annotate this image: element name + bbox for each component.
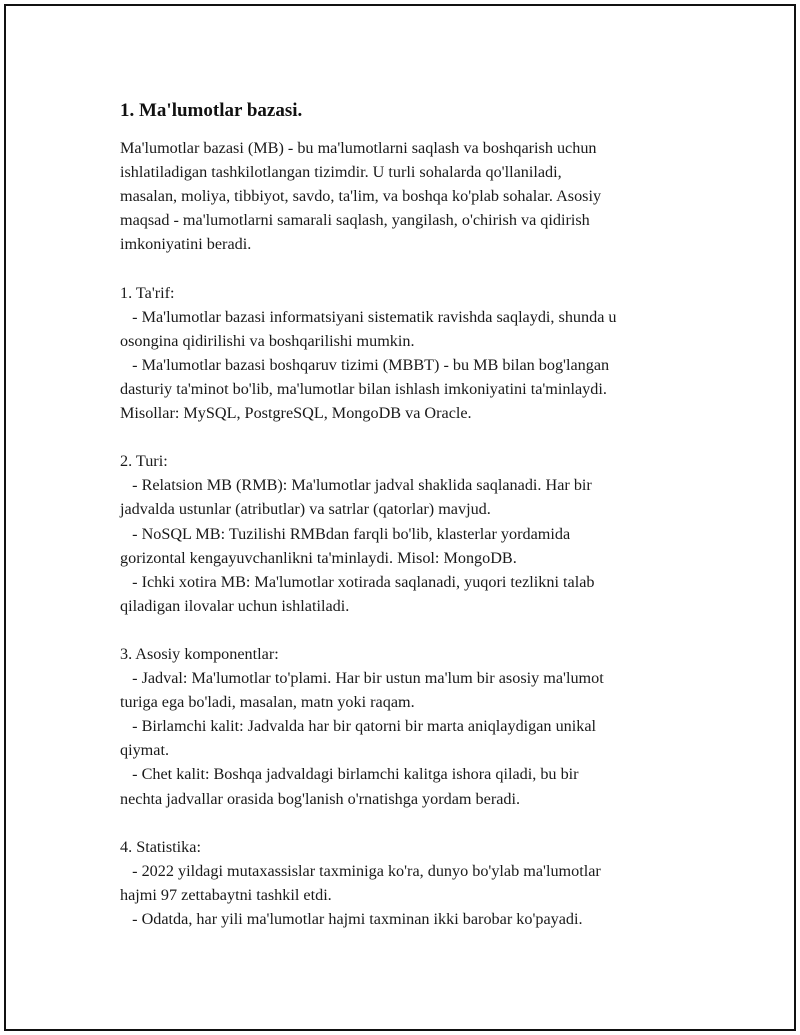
intro-line: maqsad - ma'lumotlarni samarali saqlash, yangilash, o'chirish va qidirish: [120, 211, 590, 230]
section-line: jadvalda ustunlar (atributlar) va satrlar (qatorlar) mavjud.: [120, 500, 491, 519]
page-frame: [4, 4, 796, 1031]
spacer: [120, 256, 700, 280]
section-line: - 2022 yildagi mutaxassislar taxminiga ko'ra, dunyo bo'ylab ma'lumotlar: [120, 861, 601, 880]
intro-line: imkoniyatini beradi.: [120, 235, 252, 254]
section-line: - Ma'lumotlar bazasi informatsiyani sistematik ravishda saqlaydi, shunda u: [120, 307, 617, 326]
section-line: dasturiy ta'minot bo'lib, ma'lumotlar bilan ishlash imkoniyatini ta'minlaydi.: [120, 379, 607, 398]
section-line: - Chet kalit: Boshqa jadvaldagi birlamchi kalitga ishora qiladi, bu bir: [120, 765, 579, 784]
section-line: turiga ega bo'ladi, masalan, matn yoki raqam.: [120, 693, 415, 712]
section-line: - Odatda, har yili ma'lumotlar hajmi taxminan ikki barobar ko'payadi.: [120, 910, 583, 928]
section-heading: 4. Statistika:: [120, 837, 201, 856]
section-line: - NoSQL MB: Tuzilishi RMBdan farqli bo'lib, klasterlar yordamida: [120, 524, 571, 543]
spacer: [120, 811, 700, 835]
intro-line: Ma'lumotlar bazasi (MB) - bu ma'lumotlarni saqlash va boshqarish uchun: [120, 139, 597, 157]
section-line: hajmi 97 zettabaytni tashkil etdi.: [120, 885, 332, 904]
intro-line: ishlatiladigan tashkilotlangan tizimdir. U turli sohalarda qo'llaniladi,: [120, 163, 562, 182]
section-tarif: [120, 281, 700, 426]
spacer: [120, 425, 700, 449]
section-line: qiymat.: [120, 741, 170, 760]
section-line: gorizontal kengayuvchanlikni ta'minlaydi. Misol: MongoDB.: [120, 548, 517, 567]
document-title: 1. Ma'lumotlar bazasi.: [120, 100, 303, 121]
section-heading: 2. Turi:: [120, 452, 168, 471]
section-statistika: [120, 835, 700, 931]
section-line: - Ma'lumotlar bazasi boshqaruv tizimi (MBBT) - bu MB bilan bog'langan: [120, 355, 610, 374]
section-komponentlar: [120, 642, 700, 811]
section-line: - Relatsion MB (RMB): Ma'lumotlar jadval shaklida saqlanadi. Har bir: [120, 476, 592, 495]
section-line: nechta jadvallar orasida bog'lanish o'rnatishga yordam beradi.: [120, 789, 521, 808]
section-turi: [120, 449, 700, 618]
intro-paragraph: [120, 136, 700, 256]
section-line: osongina qidirilishi va boshqarilishi mumkin.: [120, 331, 415, 350]
section-heading: 3. Asosiy komponentlar:: [120, 644, 279, 663]
section-line: - Jadval: Ma'lumotlar to'plami. Har bir ustun ma'lum bir asosiy ma'lumot: [120, 669, 604, 688]
intro-line: masalan, moliya, tibbiyot, savdo, ta'lim, va boshqa ko'plab sohalar. Asosiy: [120, 187, 602, 206]
document-body: [120, 98, 700, 931]
section-line: - Birlamchi kalit: Jadvalda har bir qatorni bir marta aniqlaydigan unikal: [120, 717, 597, 736]
spacer: [120, 618, 700, 642]
section-line: - Ichki xotira MB: Ma'lumotlar xotirada saqlanadi, yuqori tezlikni talab: [120, 572, 595, 591]
section-line: Misollar: MySQL, PostgreSQL, MongoDB va Oracle.: [120, 404, 472, 423]
section-line: qiladigan ilovalar uchun ishlatiladi.: [120, 596, 350, 615]
section-heading: 1. Ta'rif:: [120, 283, 175, 302]
